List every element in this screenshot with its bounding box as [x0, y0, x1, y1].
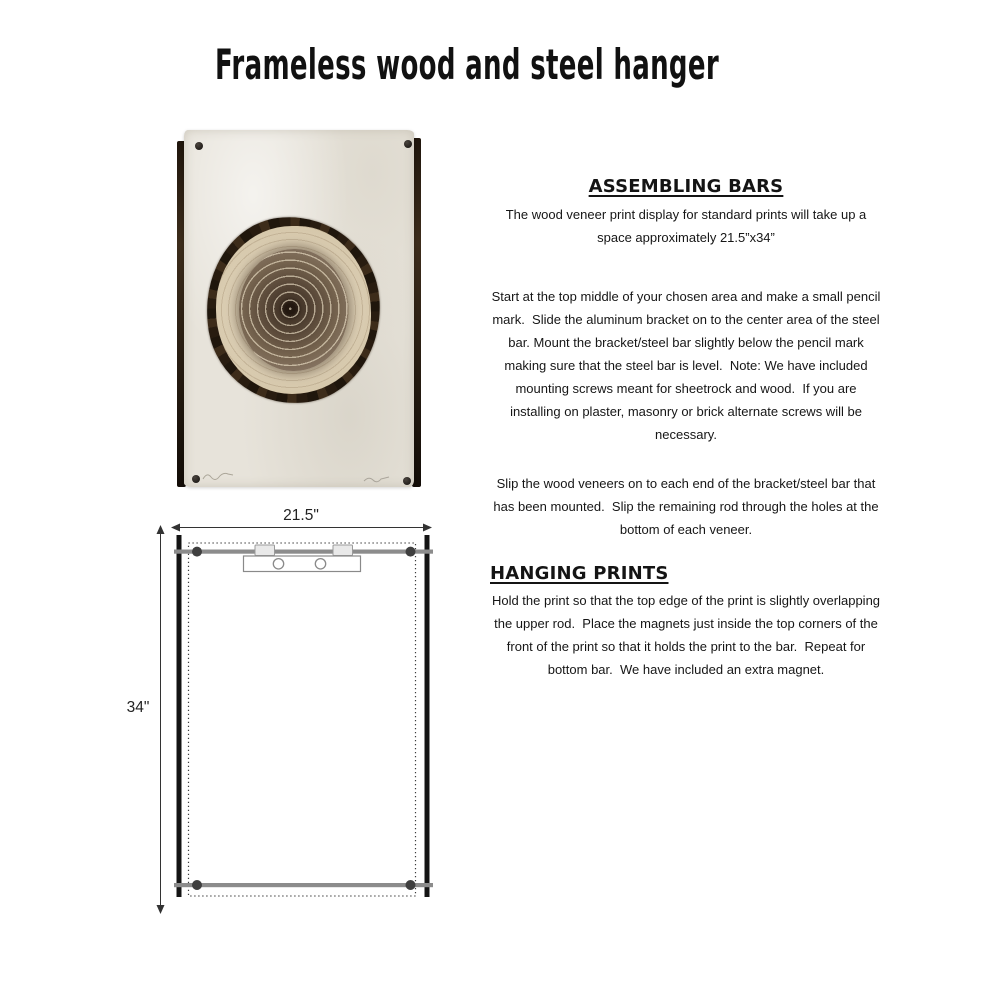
page-title: Frameless wood and steel hanger	[214, 40, 720, 89]
magnet-bottom-left	[192, 475, 200, 483]
assembling-step-2: Slip the wood veneers on to each end of the bracket/steel bar that has been mounted. Slip the remaining rod through the holes at the bottom of each veneer.	[493, 476, 883, 537]
hanging-step-1: Hold the print so that the top edge of the print is slightly overlapping the upper rod. Place the magnets just inside the top corners of the front of the print so that it holds the print to the bar. Repeat for bottom bar. We have included an extra magnet.	[491, 593, 884, 677]
print-paper	[184, 130, 414, 487]
magnet-bottom-right	[403, 477, 411, 485]
print-outline	[189, 543, 416, 896]
arrow-up-icon	[157, 525, 165, 534]
magnet-bottom-left-marker	[192, 880, 202, 890]
width-dimension	[171, 507, 432, 532]
steel-bar-bottom	[174, 883, 433, 887]
dimension-diagram	[100, 500, 450, 925]
height-dimension	[127, 525, 165, 914]
magnet-top-right-marker	[406, 547, 416, 557]
heartwood-rings	[239, 249, 348, 371]
veneer-bar-right	[425, 535, 430, 897]
hanging-prints-heading: HANGING PRINTS	[490, 563, 669, 584]
magnet-bottom-right-marker	[406, 880, 416, 890]
bar-clip-right	[333, 545, 353, 556]
magnet-top-left-marker	[192, 547, 202, 557]
assembling-step-1: Start at the top middle of your chosen area and make a small pencil mark. Slide the aluminum bracket on to the center area of the steel bar. Mount the bracket/steel bar slightly below the pencil mark making sure that the steel bar is level. Note: We have included mounting screws meant for sheetrock and wood. If you are installing on plaster, masonry or brick alternate screws will be necessary.	[491, 289, 885, 442]
artist-signature-left	[200, 471, 236, 483]
height-dimension-label: 34"	[126, 699, 150, 716]
arrow-down-icon	[157, 905, 165, 914]
magnet-top-right	[404, 140, 412, 148]
screw-hole-right	[315, 559, 325, 569]
arrow-right-icon	[423, 524, 432, 532]
screw-hole-left	[273, 559, 283, 569]
instructions-column	[490, 176, 885, 681]
product-photo	[177, 130, 421, 490]
arrow-left-icon	[171, 524, 180, 532]
width-dimension-label: 21.5"	[283, 507, 319, 524]
bar-clip-left	[255, 545, 275, 556]
magnet-top-left	[195, 142, 203, 150]
tree-ring-print	[207, 217, 380, 403]
assembling-bars-heading: ASSEMBLING BARS	[588, 176, 784, 197]
steel-bar-top	[174, 550, 433, 554]
aluminum-bracket	[244, 556, 361, 572]
artist-signature-right	[362, 474, 392, 486]
assembling-intro: The wood veneer print display for standard prints will take up a space approximately 21.5”x34”	[505, 207, 870, 245]
veneer-bar-left	[177, 535, 182, 897]
